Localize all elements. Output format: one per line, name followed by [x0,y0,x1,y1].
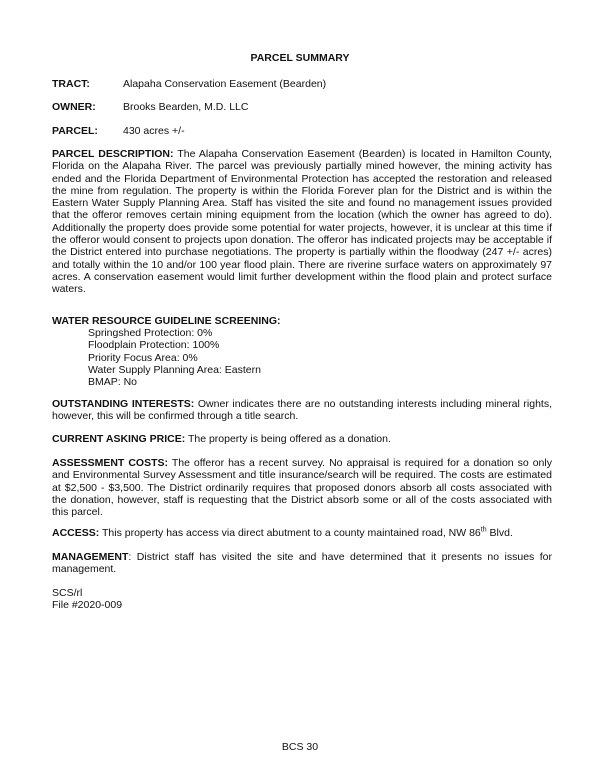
assessment-costs-text: The offeror has a recent survey. No appraisal is required for a donation so only and Environmental Survey Assessment and title insurance/search will be required. The costs are estimated at $2,500 - $3,500. The District ordinarily requires that proposed donors absorb all costs associated with the donation, however, staff is requesting that the District absorb some or all of the costs associated with this parcel. [52,457,552,519]
access-tail: Blvd. [486,527,513,539]
parcel-description-label: PARCEL DESCRIPTION: [52,148,174,160]
asking-price-label: CURRENT ASKING PRICE: [52,433,186,445]
page-title: PARCEL SUMMARY [250,52,350,64]
water-resource-item: Floodplain Protection: 100% [88,339,220,352]
access [52,527,552,539]
parcel-label: PARCEL: [52,125,98,137]
owner-label: OWNER: [52,101,96,113]
access-text: This property has access via direct abutment to a county maintained road, NW 86 [102,527,481,539]
page-footer: BCS 30 [281,741,319,753]
initials: SCS/rl [52,587,83,599]
water-resource-list [88,327,261,388]
water-resource-item: Springshed Protection: 0% [88,327,213,339]
owner-row [52,101,249,113]
signature-block [52,587,122,612]
parcel-description [52,148,552,296]
management-label: MANAGEMENT [52,551,129,563]
parcel-row [52,125,185,137]
management-text: : District staff has visited the site and have determined that it presents no issues for management. [52,551,552,576]
access-label: ACCESS: [52,527,100,539]
file-number: File #2020-009 [52,599,123,612]
water-resource-item: BMAP: No [88,376,138,389]
tract-value: Alapaha Conservation Easement (Bearden) [123,78,327,90]
assessment-costs-label: ASSESSMENT COSTS: [52,457,169,469]
access-suffix: th [480,526,487,534]
management [52,551,552,576]
outstanding-interests-label: OUTSTANDING INTERESTS: [52,398,195,410]
parcel-description-text: The Alapaha Conservation Easement (Bearden) is located in Hamilton County, Florida on the Alapaha River. The parcel was previously partially mined however, the mining activity has ended and the Florida Department of Environmental Protection has accepted the restoration and released the mine from regulation. The property is within the Florida Forever plan for the District and is within the Eastern Water Supply Planning Area. Staff has visited the site and found no management issues provided that the offeror removes certain mining equipment from the location (which the owner has agreed to do). Additionally the property does provide some potential for water projects, however, it is unclear at this time if the offeror would consent to projects upon donation. The offeror has indicated projects may be acceptable if the District entered into purchase negotiations. The property is partially within the floodway (247 +/- acres) and totally within the 10 and/or 100 year flood plain. There are riverine surface waters on approximately 97 acres. A conservation easement would limit further development within the flood plain and protect surface waters. [52,148,553,296]
water-resource-item: Water Supply Planning Area: Eastern [88,363,261,376]
assessment-costs [52,457,552,518]
tract-row [52,78,327,90]
water-resource-label: WATER RESOURCE GUIDELINE SCREENING: [52,315,281,327]
water-resource-heading [52,315,281,327]
tract-label: TRACT: [52,78,90,90]
owner-value: Brooks Bearden, M.D. LLC [123,101,249,113]
water-resource-item: Priority Focus Area: 0% [88,351,198,364]
outstanding-interests [52,398,552,423]
asking-price [52,433,552,445]
asking-price-text: The property is being offered as a donation. [187,433,391,445]
outstanding-interests-text: Owner indicates there are no outstanding interests including mineral rights, however, this will be confirmed through a title search. [52,398,553,423]
parcel-value: 430 acres +/- [123,125,185,137]
